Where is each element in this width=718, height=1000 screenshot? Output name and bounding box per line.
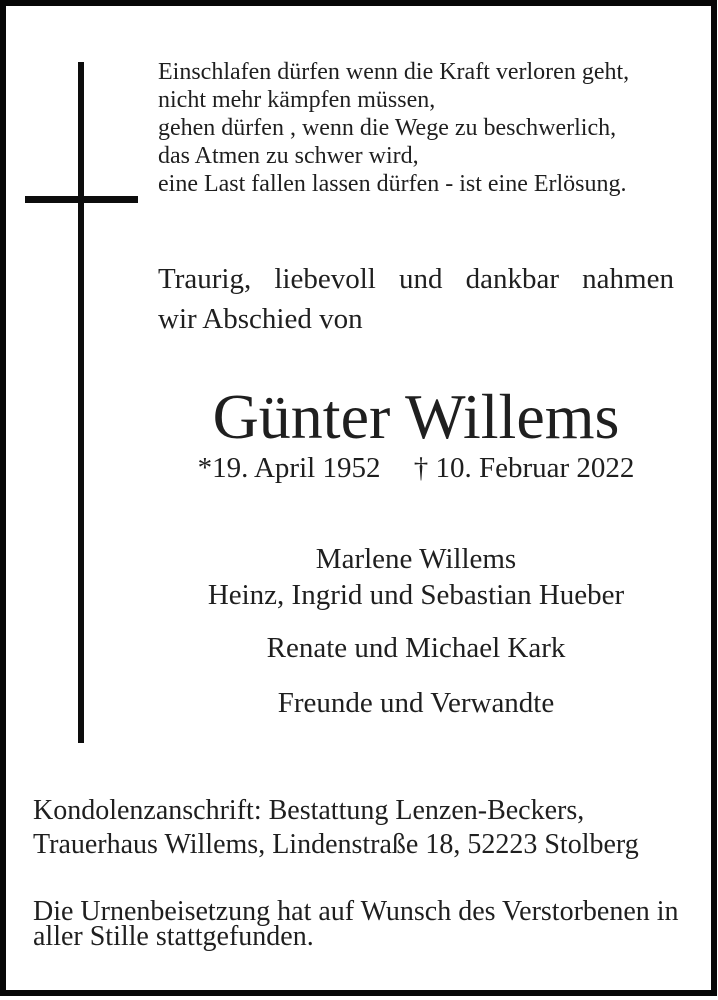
death-date: † 10. Februar 2022: [413, 452, 635, 484]
poem-line: nicht mehr kämpfen müssen,: [158, 87, 436, 113]
cross-horizontal-bar: [25, 196, 138, 203]
condolence-line: Trauerhaus Willems, Lindenstraße 18, 52223 Stolberg: [33, 829, 639, 860]
condolence-address: [33, 794, 639, 862]
mourner-line: Heinz, Ingrid und Sebastian Hueber: [207, 579, 625, 611]
birth-date: *19. April 1952: [197, 452, 381, 484]
poem-line: eine Last fallen lassen dürfen - ist eine Erlösung.: [158, 171, 627, 197]
poem-text: [158, 58, 629, 198]
deceased-name: Günter Willems: [212, 381, 620, 452]
poem-line: das Atmen zu schwer wird,: [158, 143, 419, 169]
burial-note: [33, 896, 679, 952]
burial-line: aller Stille stattgefunden.: [33, 920, 314, 952]
farewell-intro-line: wir Abschied von: [158, 303, 363, 335]
cross-vertical-bar: [78, 62, 84, 743]
burial-line: Die Urnenbeisetzung hat auf Wunsch des Verstorbenen in: [33, 896, 679, 927]
condolence-line: Kondolenzanschrift: Bestattung Lenzen-Beckers,: [33, 795, 585, 826]
mourner-line: Marlene Willems: [315, 543, 517, 575]
poem-line: Einschlafen dürfen wenn die Kraft verloren geht,: [158, 59, 630, 85]
mourner-line: Renate und Michael Kark: [266, 632, 566, 664]
farewell-intro-line: Traurig, liebevoll und dankbar nahmen: [158, 263, 674, 295]
poem-line: gehen dürfen , wenn die Wege zu beschwerlich,: [158, 115, 617, 141]
farewell-intro: [158, 259, 674, 339]
mourner-line: Freunde und Verwandte: [277, 687, 555, 719]
life-dates: [158, 450, 674, 486]
mourners-list: [158, 541, 674, 721]
